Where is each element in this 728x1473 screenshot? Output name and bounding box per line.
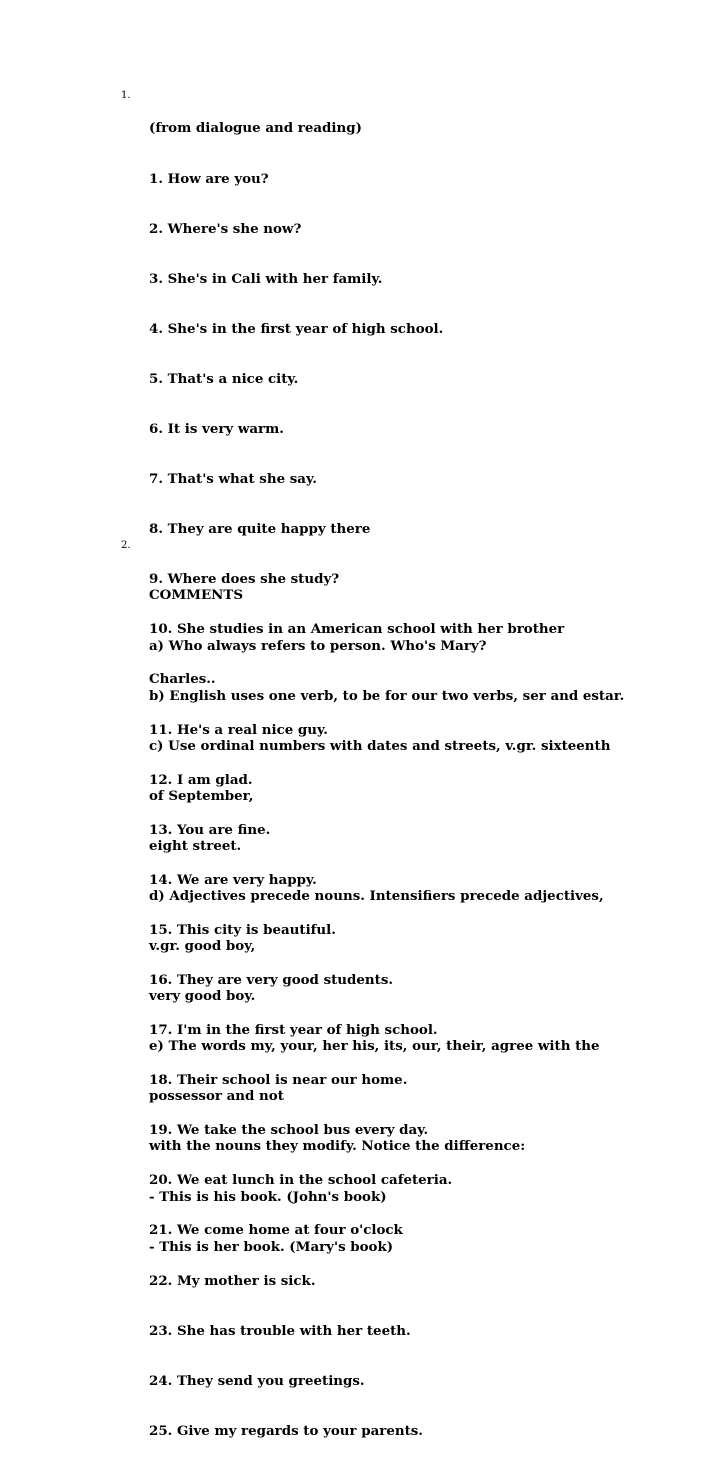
- comment-line: of September,: [149, 787, 254, 804]
- sentence-line: 2. Where's she now?: [149, 220, 302, 237]
- sentence-line: Charles..: [149, 671, 216, 688]
- section-comments: [149, 554, 689, 1289]
- list-marker-2: 2.: [121, 540, 131, 551]
- sentence-line: 8. They are quite happy there: [149, 521, 371, 538]
- comment-line: e) The words my, your, her his, its, our, their, agree with the: [149, 1038, 600, 1055]
- comment-line: b) English uses one verb, to be for our two verbs, ser and estar.: [149, 687, 625, 704]
- sentence-line: 13. You are fine.: [149, 821, 271, 838]
- sentence-line: 17. I'm in the first year of high school.: [149, 1022, 438, 1039]
- sentence-line: 1. How are you?: [149, 170, 269, 187]
- sentence-line: 24. They send you greetings.: [149, 1372, 365, 1389]
- sentence-line: 19. We take the school bus every day.: [149, 1122, 429, 1139]
- sentence-line: 14. We are very happy.: [149, 871, 317, 888]
- sentence-line: 4. She's in the first year of high school.: [149, 320, 444, 337]
- comment-line: c) Use ordinal numbers with dates and streets, v.gr. sixteenth: [149, 737, 611, 754]
- comment-line: - This is his book. (John's book): [149, 1188, 387, 1205]
- comment-line: eight street.: [149, 837, 242, 854]
- sentence-line: 20. We eat lunch in the school cafeteria.: [149, 1172, 453, 1189]
- section-heading: (from dialogue and reading): [149, 120, 362, 137]
- sentence-line: 9. Where does she study?: [149, 571, 340, 588]
- sentence-line: 6. It is very warm.: [149, 420, 284, 437]
- sentence-line: 18. Their school is near our home.: [149, 1072, 408, 1089]
- sentence-line: 22. My mother is sick.: [149, 1272, 316, 1289]
- comment-line: possessor and not: [149, 1088, 284, 1105]
- comment-line: with the nouns they modify. Notice the difference:: [149, 1138, 526, 1155]
- comment-line: a) Who always refers to person. Who's Mary?: [149, 637, 487, 654]
- sentence-line: 16. They are very good students.: [149, 972, 394, 988]
- sentence-line: 3. She's in Cali with her family.: [149, 270, 383, 287]
- sentence-line: 25. Give my regards to your parents.: [149, 1422, 423, 1439]
- sentence-line: 12. I am glad.: [149, 771, 253, 788]
- comment-line: d) Adjectives precede nouns. Intensifiers precede adjectives,: [149, 887, 604, 904]
- sentence-line: 11. He's a real nice guy.: [149, 721, 328, 738]
- comment-line: - This is her book. (Mary's book): [149, 1238, 394, 1255]
- sentence-line: 10. She studies in an American school with her brother: [149, 621, 565, 638]
- comment-line: v.gr. good boy,: [149, 938, 256, 955]
- sentence-line: 23. She has trouble with her teeth.: [149, 1322, 411, 1339]
- sentence-line: 15. This city is beautiful.: [149, 921, 336, 938]
- comments-heading: COMMENTS: [149, 587, 244, 604]
- comment-line: very good boy.: [149, 988, 256, 1005]
- sentence-line: 7. That's what she say.: [149, 471, 317, 488]
- list-marker-1: 1.: [121, 90, 131, 101]
- sentence-line: 5. That's a nice city.: [149, 370, 299, 387]
- sentence-line: 21. We come home at four o'clock: [149, 1222, 403, 1239]
